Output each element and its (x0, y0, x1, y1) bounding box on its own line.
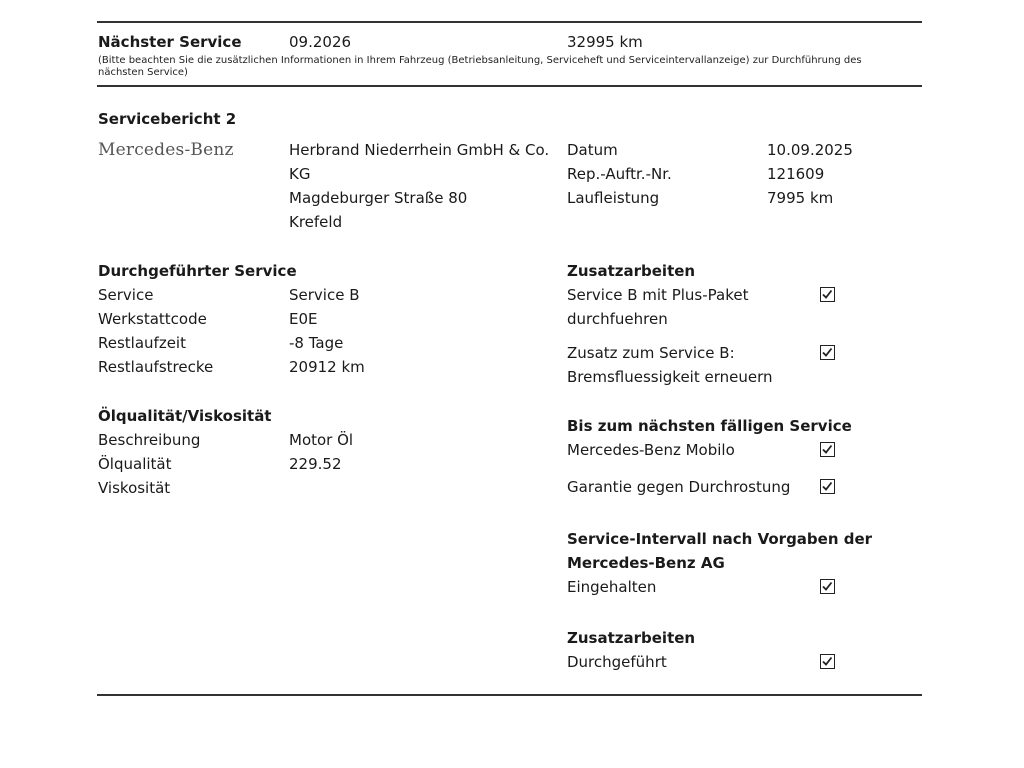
interval-title-line2: Mercedes-Benz AG (567, 554, 725, 572)
performed-title: Durchgeführter Service (98, 262, 297, 280)
oil-value-quality: 229.52 (289, 455, 342, 473)
interval-item1-checkbox[interactable] (820, 579, 835, 594)
dealer-line-3: Magdeburger Straße 80 (289, 189, 468, 207)
extra-work-item1-line2: durchfuehren (567, 310, 668, 328)
interval-title-line1: Service-Intervall nach Vorgaben der (567, 530, 873, 548)
date-value: 10.09.2025 (767, 141, 853, 159)
check-icon (821, 580, 833, 592)
mileage-label: Laufleistung (567, 189, 660, 207)
until-next-item1: Mercedes-Benz Mobilo (567, 441, 735, 459)
date-label: Datum (567, 141, 618, 159)
performed-label-service: Service (98, 286, 154, 304)
until-next-item2: Garantie gegen Durchrostung (567, 478, 791, 496)
check-icon (821, 346, 833, 358)
performed-label-remaining-time: Restlaufzeit (98, 334, 186, 352)
next-service-date: 09.2026 (289, 33, 352, 51)
oil-title: Ölqualität/Viskosität (98, 407, 272, 425)
performed-value-remaining-time: -8 Tage (289, 334, 344, 352)
until-next-title: Bis zum nächsten fälligen Service (567, 417, 852, 435)
oil-label-viscosity: Viskosität (98, 479, 171, 497)
mileage-value: 7995 km (767, 189, 834, 207)
extra-work-title: Zusatzarbeiten (567, 262, 696, 280)
extra-work2-item1: Durchgeführt (567, 653, 667, 671)
extra-work2-title: Zusatzarbeiten (567, 629, 696, 647)
performed-value-remaining-distance: 20912 km (289, 358, 365, 376)
extra-work2-item1-checkbox[interactable] (820, 654, 835, 669)
interval-item1: Eingehalten (567, 578, 657, 596)
extra-work-item1-line1: Service B mit Plus-Paket (567, 286, 749, 304)
dealer-line-1: Herbrand Niederrhein GmbH & Co. (289, 141, 550, 159)
oil-label-description: Beschreibung (98, 431, 201, 449)
performed-label-code: Werkstattcode (98, 310, 207, 328)
performed-value-service: Service B (289, 286, 360, 304)
dealer-line-4: Krefeld (289, 213, 343, 231)
order-value: 121609 (767, 165, 825, 183)
performed-value-code: E0E (289, 310, 318, 328)
check-icon (821, 443, 833, 455)
extra-work-item1-checkbox[interactable] (820, 287, 835, 302)
oil-label-quality: Ölqualität (98, 455, 172, 473)
extra-work-item2-line1: Zusatz zum Service B: (567, 344, 735, 362)
report-title: Servicebericht 2 (98, 110, 237, 128)
next-service-note: (Bitte beachten Sie die zusätzlichen Informationen in Ihrem Fahrzeug (Betriebsanleitung, Serviceheft und Serviceintervallanzeige) zur Durchführung des nächsten Service) (98, 55, 862, 78)
until-next-item1-checkbox[interactable] (820, 442, 835, 457)
until-next-item2-checkbox[interactable] (820, 479, 835, 494)
order-label: Rep.-Auftr.-Nr. (567, 165, 672, 183)
bottom-divider (97, 694, 922, 696)
check-icon (821, 480, 833, 492)
check-icon (821, 655, 833, 667)
check-icon (821, 288, 833, 300)
oil-value-description: Motor Öl (289, 431, 354, 449)
dealer-line-2: KG (289, 165, 311, 183)
header-divider (97, 85, 922, 87)
performed-label-remaining-distance: Restlaufstrecke (98, 358, 214, 376)
next-service-label: Nächster Service (98, 33, 242, 51)
top-divider (97, 21, 922, 23)
brand-logo: Mercedes-Benz (98, 140, 234, 160)
extra-work-item2-checkbox[interactable] (820, 345, 835, 360)
extra-work-item2-line2: Bremsfluessigkeit erneuern (567, 368, 773, 386)
next-service-mileage: 32995 km (567, 33, 643, 51)
